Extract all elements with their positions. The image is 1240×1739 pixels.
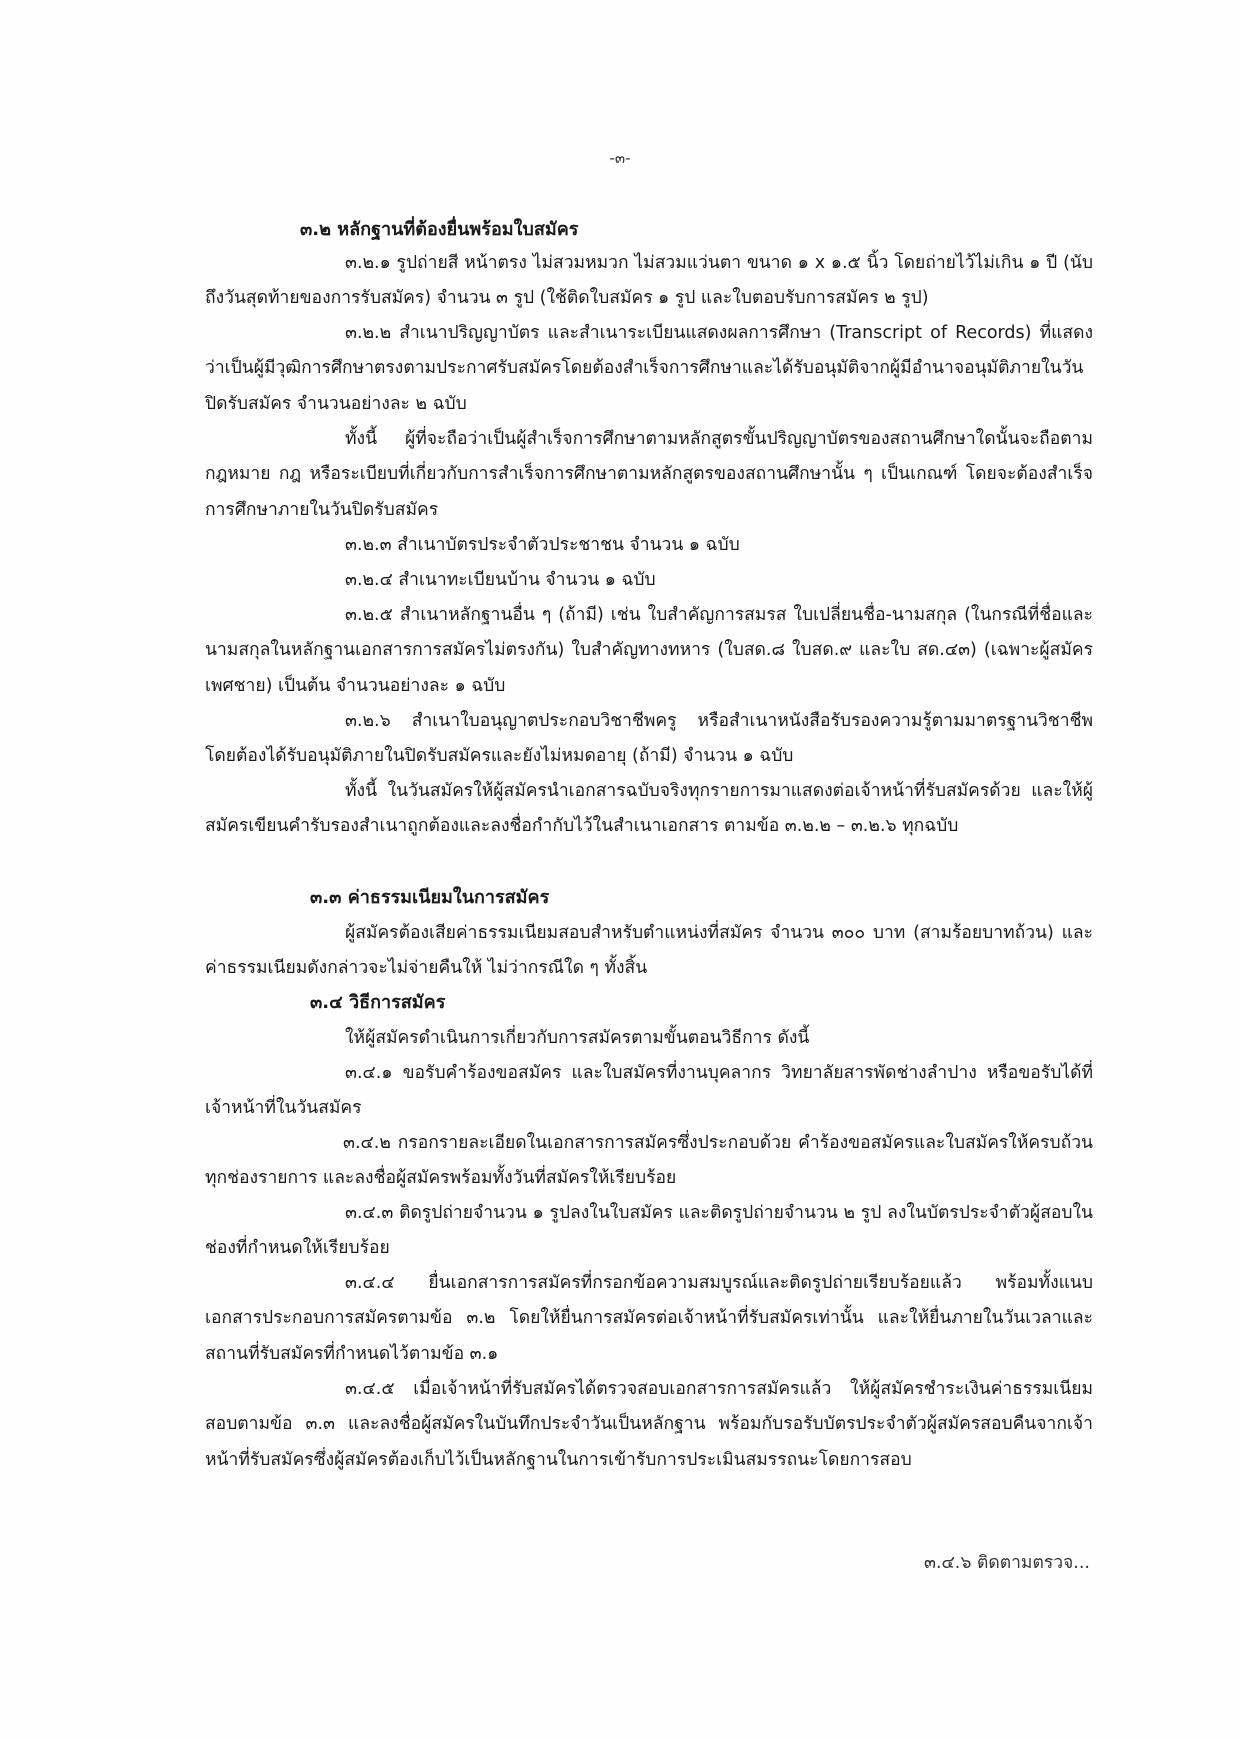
item-3-2-6: ๓.๒.๖ สำเนาใบอนุญาตประกอบวิชาชีพครู หรือสำเนาหนังสือรับรองความรู้ตามมาตรฐานวิชาชีพ โดยต้องได้รับอนุมัติภายในปิดรับสมัครและยังไม่หมดอายุ (ถ้ามี) จำนวน ๑ ฉบับ bbox=[205, 711, 1093, 767]
item-3-2-3: ๓.๒.๓ สำเนาบัตรประจำตัวประชาชน จำนวน ๑ ฉบับ bbox=[345, 535, 740, 555]
item-3-2-4: ๓.๒.๔ สำเนาทะเบียนบ้าน จำนวน ๑ ฉบับ bbox=[345, 570, 656, 590]
item-3-2-2: ๓.๒.๒ สำเนาปริญญาบัตร และสำเนาระเบียนแสดงผลการศึกษา (Transcript of Records) ที่แสดงว่าเป็นผู้มีวุฒิการศึกษาตรงตามประกาศรับสมัครโดยต้องสำเร็จการศึกษาและได้รับอนุมัติจากผู้มีอำนาจอนุมัติภายในวันปิดรับสมัคร จำนวนอย่างละ ๒ ฉบับ bbox=[205, 323, 1093, 414]
continuation-marker: ๓.๔.๖ ติดตามตรวจ... bbox=[924, 1553, 1090, 1573]
application-intro: ให้ผู้สมัครดำเนินการเกี่ยวกับการสมัครตามขั้นตอนวิธีการ ดังนี้ bbox=[345, 1028, 810, 1048]
section-3-3-title: ๓.๓ ค่าธรรมเนียมในการสมัคร bbox=[310, 887, 550, 908]
item-3-4-1: ๓.๔.๑ ขอรับคำร้องขอสมัคร และใบสมัครที่งานบุคลากร วิทยาลัยสารพัดช่างลำปาง หรือขอรับได้ที่เจ้าหน้าที่ในวันสมัคร bbox=[205, 1063, 1093, 1119]
note-original-documents: ทั้งนี้ ในวันสมัครให้ผู้สมัครนำเอกสารฉบับจริงทุกรายการมาแสดงต่อเจ้าหน้าที่รับสมัครด้วย และให้ผู้สมัครเขียนคำรับรองสำเนาถูกต้องและลงชื่อกำกับไว้ในสำเนาเอกสาร ตามข้อ ๓.๒.๒ – ๓.๒.๖ ทุกฉบับ bbox=[205, 781, 1093, 837]
page-number: -๓- bbox=[609, 149, 631, 167]
item-3-4-2: ๓.๔.๒ กรอกรายละเอียดในเอกสารการสมัครซึ่งประกอบด้วย คำร้องขอสมัครและใบสมัครให้ครบถ้วนทุกช่องรายการ และลงชื่อผู้สมัครพร้อมทั้งวันที่สมัครให้เรียบร้อย bbox=[205, 1133, 1093, 1189]
item-3-2-1: ๓.๒.๑ รูปถ่ายสี หน้าตรง ไม่สวมหมวก ไม่สวมแว่นตา ขนาด ๑ x ๑.๕ นิ้ว โดยถ่ายไว้ไม่เกิน ๑ ปี (นับถึงวันสุดท้ายของการรับสมัคร) จำนวน ๓ รูป (ใช้ติดใบสมัคร ๑ รูป และใบตอบรับการสมัคร ๒ รูป) bbox=[205, 253, 1093, 309]
section-3-4-title: ๓.๔ วิธีการสมัคร bbox=[310, 992, 446, 1013]
note-graduation: ทั้งนี้ ผู้ที่จะถือว่าเป็นผู้สำเร็จการศึกษาตามหลักสูตรขั้นปริญญาบัตรของสถานศึกษาใดนั้นจะถือตามกฎหมาย กฎ หรือระเบียบที่เกี่ยวกับการสำเร็จการศึกษาตามหลักสูตรของสถานศึกษานั้น ๆ เป็นเกณฑ์ โดยจะต้องสำเร็จการศึกษาภายในวันปิดรับสมัคร bbox=[205, 429, 1093, 520]
fee-text: ผู้สมัครต้องเสียค่าธรรมเนียมสอบสำหรับตำแหน่งที่สมัคร จำนวน ๓๐๐ บาท (สามร้อยบาทถ้วน) และค่าธรรมเนียมดังกล่าวจะไม่จ่ายคืนให้ ไม่ว่ากรณีใด ๆ ทั้งสิ้น bbox=[205, 923, 1093, 979]
item-3-4-3: ๓.๔.๓ ติดรูปถ่ายจำนวน ๑ รูปลงในใบสมัคร และติดรูปถ่ายจำนวน ๒ รูป ลงในบัตรประจำตัวผู้สอบในช่องที่กำหนดให้เรียบร้อย bbox=[205, 1203, 1093, 1259]
item-3-2-5: ๓.๒.๕ สำเนาหลักฐานอื่น ๆ (ถ้ามี) เช่น ใบสำคัญการสมรส ใบเปลี่ยนชื่อ-นามสกุล (ในกรณีที่ชื่อและนามสกุลในหลักฐานเอกสารการสมัครไม่ตรงกัน) ใบสำคัญทางทหาร (ใบสด.๘ ใบสด.๙ และใบ สด.๔๓) (เฉพาะผู้สมัครเพศชาย) เป็นต้น จำนวนอย่างละ ๑ ฉบับ bbox=[205, 605, 1093, 696]
section-3-2-title: ๓.๒ หลักฐานที่ต้องยื่นพร้อมใบสมัคร bbox=[300, 219, 579, 240]
item-3-4-4: ๓.๔.๔ ยื่นเอกสารการสมัครที่กรอกข้อความสมบูรณ์และติดรูปถ่ายเรียบร้อยแล้ว พร้อมทั้งแนบเอกสารประกอบการสมัครตามข้อ ๓.๒ โดยให้ยื่นการสมัครต่อเจ้าหน้าที่รับสมัครเท่านั้น และให้ยื่นภายในวันเวลาและสถานที่รับสมัครที่กำหนดไว้ตามข้อ ๓.๑ bbox=[205, 1273, 1093, 1364]
item-3-4-5: ๓.๔.๕ เมื่อเจ้าหน้าที่รับสมัครได้ตรวจสอบเอกสารการสมัครแล้ว ให้ผู้สมัครชำระเงินค่าธรรมเนียมสอบตามข้อ ๓.๓ และลงชื่อผู้สมัครในบันทึกประจำวันเป็นหลักฐาน พร้อมกับรอรับบัตรประจำตัวผู้สมัครสอบคืนจากเจ้าหน้าที่รับสมัครซึ่งผู้สมัครต้องเก็บไว้เป็นหลักฐานในการเข้ารับการประเมินสมรรถนะโดยการสอบ bbox=[205, 1379, 1093, 1470]
